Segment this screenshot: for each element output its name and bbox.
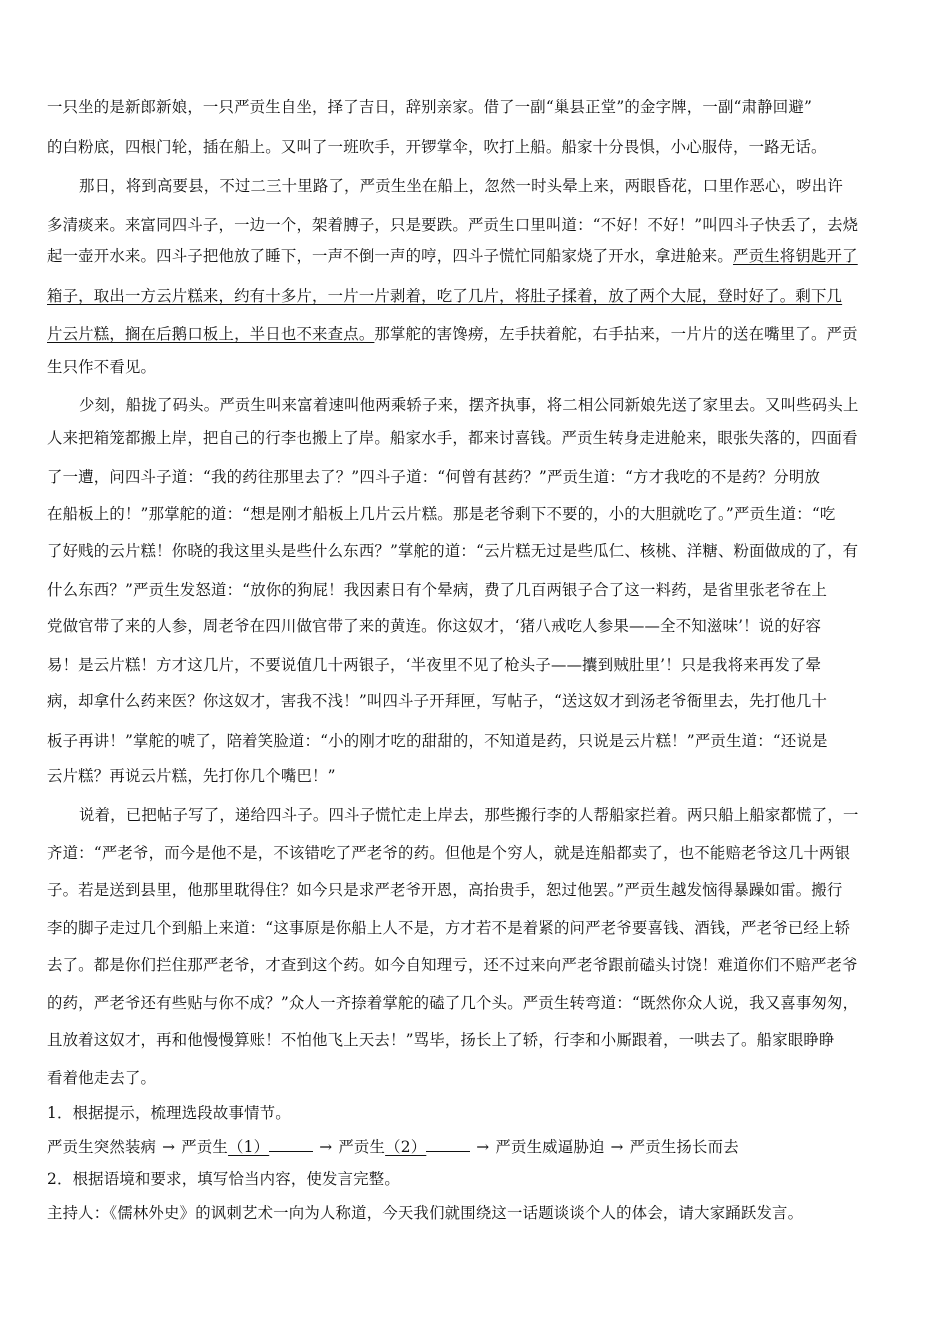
- arrow-icon: →: [476, 1138, 490, 1156]
- passage-line: 少刻，船拢了码头。严贡生叫来富着速叫他两乘轿子来，摆齐执事，将二相公同新娘先送了家里去。又叫些码头上: [79, 396, 859, 414]
- arrow-icon: →: [162, 1138, 176, 1156]
- passage-line: 的白粉底，四根门轮，插在船上。又叫了一班吹手，开锣掌伞，吹打上船。船家十分畏惧，小心服侍，一路无话。: [47, 138, 827, 156]
- question-1-title: 1．根据提示，梳理选段故事情节。: [47, 1104, 291, 1122]
- passage-line: 板子再讲！”掌舵的唬了，陪着笑脸道：“小的刚才吃的甜甜的，不知道是药，只说是云片糕！”严贡生道：“还说是: [47, 732, 828, 750]
- flow-step-2-blank-label: （1）: [228, 1138, 270, 1156]
- passage-line: 去了。都是你们拦住那严老爷，才查到这个药。如今自知理亏，还不过来向严老爷跟前磕头讨饶！难道你们不赔严老爷: [47, 956, 858, 974]
- passage-line: 易！是云片糕！方才这几片，不要说值几十两银子，‘半夜里不见了枪头子——攮到贼肚里’！只是我将来再发了晕: [47, 656, 822, 674]
- flow-step-2-prefix: 严贡生: [181, 1138, 229, 1156]
- passage-line: 人来把箱笼都搬上岸，把自己的行李也搬上了岸。船家水手，都来讨喜钱。严贡生转身走进舱来，眼张失落的，四面看: [47, 429, 858, 447]
- passage-line: 的药，严老爷还有些贴与你不成？”众人一齐捺着掌舵的磕了几个头。严贡生转弯道：“既然你众人说，我又喜事匆匆，: [47, 994, 859, 1012]
- underlined-text: 片云片糕，搁在后鹅口板上，半日也不来查点。: [47, 325, 375, 343]
- question-2-title: 2．根据语境和要求，填写恰当内容，使发言完整。: [47, 1170, 400, 1188]
- passage-line: 云片糕？再说云片糕，先打你几个嘴巴！”: [47, 767, 336, 785]
- passage-line: 李的脚子走过几个到船上来道：“这事原是你船上人不是，方才若不是着紧的问严老爷要喜钱、酒钱，严老爷已经上轿: [47, 919, 851, 937]
- flow-step-5: 严贡生扬长而去: [629, 1138, 739, 1156]
- passage-text: 起一壶开水来。四斗子把他放了睡下，一声不倒一声的哼，四斗子慌忙同船家烧了开水，拿进舱来。: [47, 247, 733, 265]
- passage-text: 那掌舵的害馋痨，左手扶着舵，右手拈来，一片片的送在嘴里了。严贡: [374, 325, 858, 343]
- question-2-host: 主持人：《儒林外史》的讽刺艺术一向为人称道，今天我们就围绕这一话题谈谈个人的体会，请大家踊跃发言。: [47, 1204, 804, 1222]
- underlined-line: 箱子，取出一方云片糕来，约有十多片，一片一片剥着，吃了几片，将肚子揉着，放了两个大屁，登时好了。剩下几: [47, 287, 843, 305]
- passage-line: [47, 324, 907, 344]
- passage-line: 子。若是送到县里，他那里耽得住？如今只是求严老爷开恩，高抬贵手，恕过他罢。”严贡生越发恼得暴躁如雷。搬行: [47, 881, 843, 899]
- arrow-icon: →: [610, 1138, 624, 1156]
- passage-line: 一只坐的是新郎新娘，一只严贡生自坐，择了吉日，辞别亲家。借了一副“巢县正堂”的金字牌，一副“肃静回避”: [47, 98, 813, 116]
- passage-line: 那日，将到高要县，不过二三十里路了，严贡生坐在船上，忽然一时头晕上来，两眼昏花，口里作恶心，哕出许: [79, 177, 843, 195]
- flow-step-3-prefix: 严贡生: [338, 1138, 386, 1156]
- passage-line: 且放着这奴才，再和他慢慢算账！不怕他飞上天去！”骂毕，扬长上了轿，行李和小厮跟着，一哄去了。船家眼睁睁: [47, 1031, 835, 1049]
- passage-line: 了一遭，问四斗子道：“我的药往那里去了？”四斗子道：“何曾有甚药？”严贡生道：“方才我吃的不是药？分明放: [47, 468, 821, 486]
- flow-step-1: 严贡生突然装病: [47, 1138, 157, 1156]
- underlined-text: 严贡生将钥匙开了: [733, 247, 858, 265]
- passage-line: 在船板上的！”那掌舵的道：“想是刚才船板上几片云片糕。那是老爷剩下不要的，小的大胆就吃了。”严贡生道：“吃: [47, 505, 836, 523]
- question-1-flow: [47, 1136, 907, 1157]
- passage-line: 党做官带了来的人参，周老爷在四川做官带了来的黄连。你这奴才，‘猪八戒吃人参果——全不知滋味’！说的好容: [47, 617, 822, 635]
- passage-line: 看着他走去了。: [47, 1069, 157, 1087]
- passage-line: 齐道：“严老爷，而今是他不是，不该错吃了严老爷的药。但他是个穷人，就是连船都卖了，也不能赔老爷这几十两银: [47, 844, 851, 862]
- passage-line: 病，却拿什么药来医？你这奴才，害我不浅！”叫四斗子开拜匣，写帖子，“送这奴才到汤老爷衙里去，先打他几十: [47, 692, 828, 710]
- answer-blank-2[interactable]: [426, 1136, 470, 1152]
- passage-line: 什么东西？”严贡生发怒道：“放你的狗屁！我因素日有个晕病，费了几百两银子合了这一料药，是省里张老爷在上: [47, 581, 828, 599]
- passage-line: 生只作不看见。: [47, 358, 157, 376]
- answer-blank-1[interactable]: [269, 1136, 313, 1152]
- passage-line: 说着，已把帖子写了，递给四斗子。四斗子慌忙走上岸去，那些搬行李的人帮船家拦着。两只船上船家都慌了，一: [79, 806, 859, 824]
- flow-step-4: 严贡生威逼胁迫: [495, 1138, 605, 1156]
- arrow-icon: →: [319, 1138, 333, 1156]
- flow-step-3-blank-label: （2）: [385, 1138, 427, 1156]
- passage-line: [47, 246, 907, 266]
- passage-line: 了好贱的云片糕！你晓的我这里头是些什么东西？”掌舵的道：“云片糕无过是些瓜仁、核桃、洋糖、粉面做成的了，有: [47, 542, 859, 560]
- passage-line: 多清痰来。来富同四斗子，一边一个，架着膊子，只是要跌。严贡生口里叫道：“不好！不好！”叫四斗子快丢了，去烧: [47, 216, 859, 234]
